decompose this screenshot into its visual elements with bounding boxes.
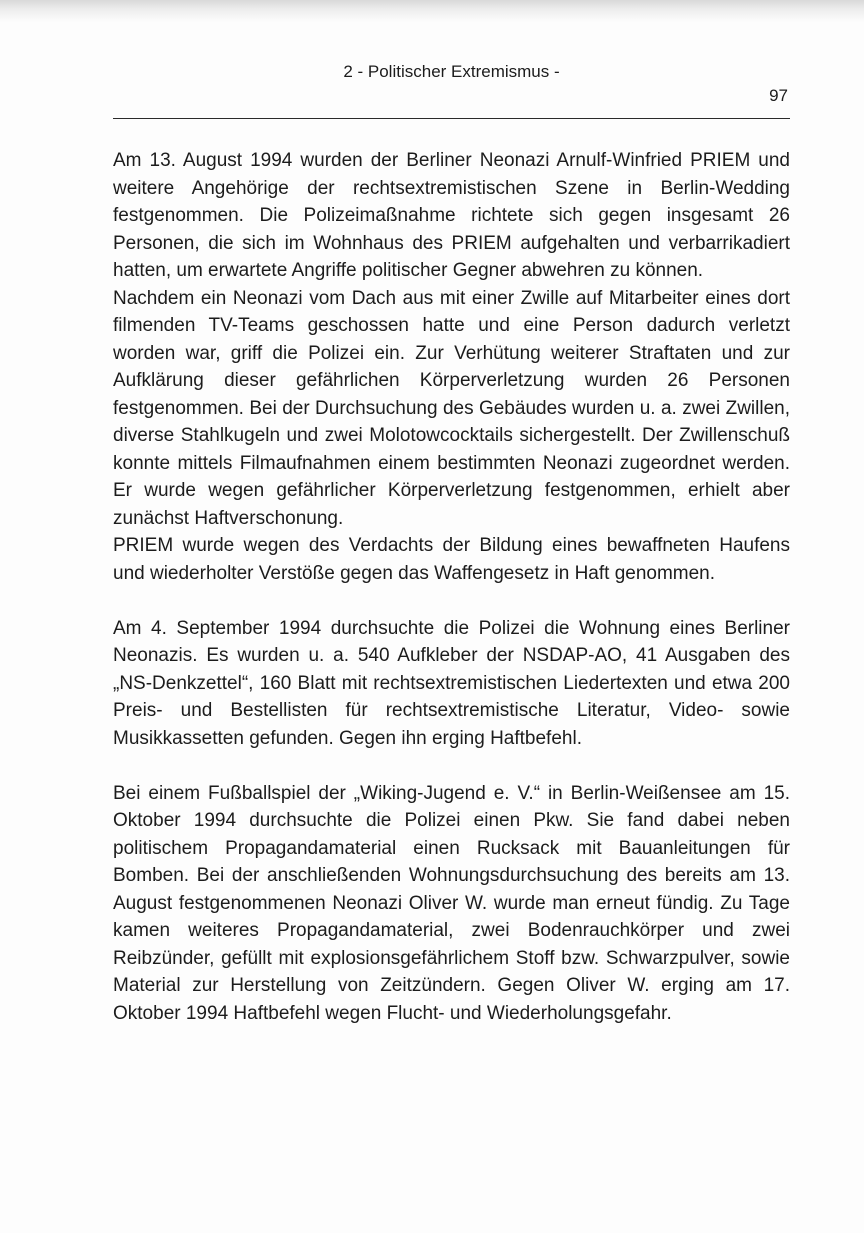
paragraph-arrest-priem: Am 13. August 1994 wurden der Berliner Neonazi Arnulf-Winfried PRIEM und weitere Angehörige der rechtsextremistischen Szene in Berlin-Wedding festgenommen. Die Polizeimaßnahme richtete sich gegen insgesamt 26 Personen, die sich im Wohnhaus des PRIEM aufgehalten und verbarrikadiert hatten, um erwartete Angriffe politischer Gegner abwehren zu können. [113, 150, 790, 281]
paragraph-october-search: Bei einem Fußballspiel der „Wiking-Jugend e. V.“ in Berlin-Weißensee am 15. Oktober 1994 durchsuchte die Polizei einen Pkw. Sie fand dabei neben politischem Propagandamaterial einen Rucksack mit Bauanleitungen für Bomben. Bei der anschließenden Wohnungsdurchsuchung des bereits am 13. August festgenommenen Neonazi Oliver W. wurde man erneut fündig. Zu Tage kamen weiteres Propagandamaterial, zwei Bodenrauchkörper und zwei Reibzünder, gefüllt mit explosionsgefährlichem Stoff bzw. Schwarzpulver, sowie Material zur Herstellung von Zeitzündern. Gegen Oliver W. erging am 17. Oktober 1994 Haftbefehl wegen Flucht- und Wiederholungsgefahr. [113, 782, 790, 1024]
paragraph-september-search: Am 4. September 1994 durchsuchte die Polizei die Wohnung eines Berliner Neonazis. Es wurden u. a. 540 Aufkleber der NSDAP-AO, 41 Ausgaben des „NS-Denkzettel“, 160 Blatt mit rechtsextremistischen Liedertexten und etwa 200 Preis- und Bestellisten für rechtsextremistische Literatur, Video- sowie Musikkassetten gefunden. Gegen ihn erging Haftbefehl. [113, 617, 790, 749]
body-text [113, 147, 790, 1027]
paragraph-tv-team-incident: Nachdem ein Neonazi vom Dach aus mit einer Zwille auf Mitarbeiter eines dort filmenden TV-Teams geschossen hatte und eine Person dadurch verletzt worden war, griff die Polizei ein. Zur Verhütung weiterer Straftaten und zur Aufklärung dieser gefährlichen Körperverletzung wurden 26 Personen festgenommen. Bei der Durchsuchung des Gebäudes wurden u. a. zwei Zwillen, diverse Stahlkugeln und zwei Molotowcocktails sichergestellt. Der Zwillenschuß konnte mittels Filmaufnahmen einem bestimmten Neonazi zugeordnet werden. Er wurde wegen gefährlicher Körperverletzung festgenommen, erhielt aber zunächst Haftverschonung. [113, 287, 790, 529]
paragraph-priem-custody: PRIEM wurde wegen des Verdachts der Bildung eines bewaffneten Haufens und wiederholter Verstöße gegen das Waffengesetz in Haft genommen. [113, 535, 790, 584]
header-divider [113, 118, 790, 119]
page-number: 97 [769, 86, 788, 105]
chapter-title: 2 - Politischer Extremismus - [343, 62, 560, 81]
document-page [113, 56, 790, 1024]
running-header [113, 56, 790, 118]
scan-shadow [0, 0, 864, 22]
